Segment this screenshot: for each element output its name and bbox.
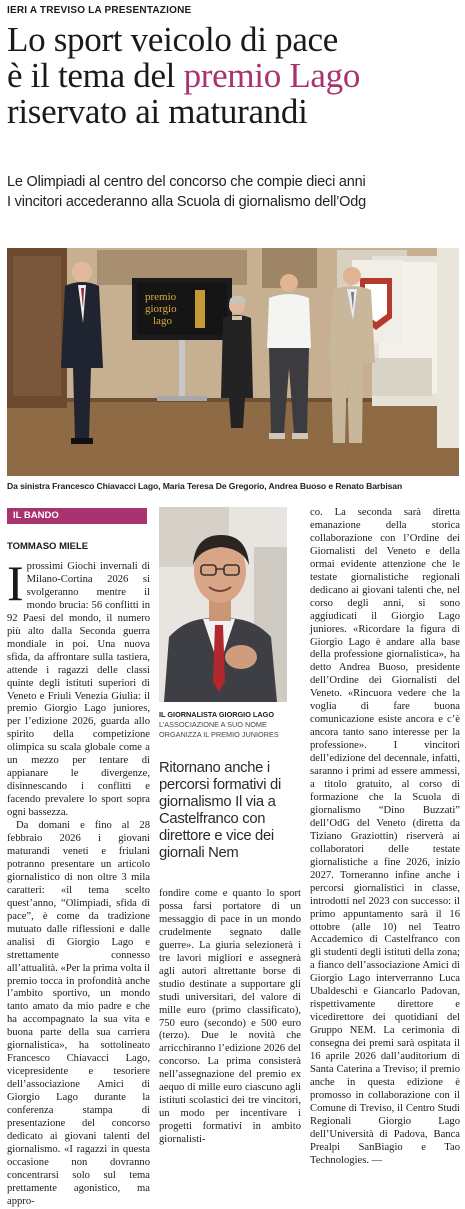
article-column-1 bbox=[7, 555, 150, 1207]
article-column-2 bbox=[159, 888, 301, 1188]
headline-line-3: riservato ai maturandi bbox=[7, 92, 308, 131]
portrait-caption-text: L’ASSOCIAZIONE A SUO NOME ORGANIZZA IL PREMIO JUNIORES bbox=[159, 720, 279, 739]
screen-text-2: giorgio bbox=[145, 303, 177, 315]
pull-quote: Ritornano anche i percorsi formativi di giornalismo Il via a Castelfranco con direttore e vice dei giornali Nem bbox=[159, 760, 281, 861]
headline bbox=[7, 22, 462, 130]
body-paragraph-2: Da domani e fino al 28 febbraio 2026 i giovani maturandi veneti e friulani potranno presentare un articolo giornalistico di non oltre 3 mila caratteri: «il tema scelto quest’anno, “Olimpiadi, sfida di pace”, è come da tradizione mutuato dalle riflessioni e dalle analisi di Giorgio Lago e strettamente connesso all’attualità. «Per la prima volta il premio tocca in profondità anche l’ambito sportivo, un mondo tanto amato da mio padre e che ha accompagnato la sua vita e buona parte della sua carriera giornalistica», ha sottolineato Francesco Chiavacci Lago, vicepresidente e tesoriere dell’associazione Amici di Giorgio Lago durante la conferenza stampa di presentazione del concorso dedicato ai giovani talenti del giornalismo. «I ragazzi in questa occasione non dovranno concentrarsi solo sul tema prettamente agonistico, ma appro- bbox=[7, 820, 150, 1207]
headline-line-1: Lo sport veicolo di pace bbox=[7, 20, 339, 59]
body-paragraph-1: prossimi Giochi invernali di Milano-Cortina 2026 si svolgeranno mentre il mondo brucia: 56 conflitti in 92 Paesi del mondo, il numero più alto dalla Seconda guerra mondiale in poi. Una nuova sfida, da affrontare sulla tastiera, attende i ragazzi delle classi quinte degli istituti superiori di Veneto e Friuli Venezia Giulia: il premio Giorgio Lago juniores, per l’edizione 2026, guarda allo spirito della competizione olimpica su scala globale come a un mezzo per tentare di appianare le divergenze, disinnescando i conflitti e facendo prevalere lo sport sopra ogni bassezza. bbox=[7, 561, 150, 819]
headline-line-2 bbox=[7, 58, 462, 94]
portrait-caption-title: IL GIORNALISTA GIORGIO LAGO bbox=[159, 710, 274, 719]
subhead-line-1: Le Olimpiadi al centro del concorso che compie dieci anni bbox=[7, 174, 366, 190]
body-paragraph-4: co. La seconda sarà diretta emanazione della storica collaborazione con l’Ordine dei Giornalisti del Veneto e della ormai evidente attenzione che le testate giornalistiche regionali dedicano ai giovani talenti che, nel corso degli anni, si sono aggiudicati il Giorgio Lago juniores. «Ricordare la figura di Giorgio Lago è andare alla base della professione giornalistica», ha detto Andrea Buoso, presidente dell’Ordine dei Giornalisti del Veneto. «Rincuora vedere che la voglia di fare buona comunicazione esiste ancora e c’è ancora tanto sano interesse per la professione». I vincitori dell’edizione del decennale, infatti, saranno i primi ad essere ammessi, a titolo gratuito, al corso di formazione che la Scuola di giornalismo “Dino Buzzati” dell’OdG del Veneto (diretta da Tiziano Graziottin) riserverà ai collaboratori delle testate giornalistiche a fine 2026, inizio 2027. Torneranno infine anche i percorsi giornalistici in classe, introdotti nel 2023 con successo: il primo appuntamento sarà il 16 ottobre (alle 10) nel Teatro Accademico di Castelfranco con gli studenti degli istituti della zona; a fianco dell’associazione Amici di Giorgio Lago interverranno Luca Ubaldeschi e Giancarlo Padovan, rispettivamente direttore e vicedirettore dei quotidiani del Gruppo NEM. La cerimonia di consegna dei premi sarà ospitata il 16 aprile 2026 dall’auditorium di Santa Caterina a Treviso; il premio anche in questa edizione è promosso in collaborazione con il Comune di Treviso, il Centro Studi Regionali Giorgio Lago dell’Università di Padova, Banca Prealpi SanBiagio e Tao Technologies. — bbox=[310, 507, 460, 1166]
portrait-illustration bbox=[159, 507, 287, 702]
photo-caption: Da sinistra Francesco Chiavacci Lago, Maria Teresa De Gregorio, Andrea Buoso e Renato Barbisan bbox=[7, 481, 403, 491]
group-photo bbox=[7, 248, 459, 476]
article-column-3 bbox=[310, 507, 460, 1187]
screen-text-1: premio bbox=[145, 291, 177, 303]
headline-line-2-pre: è il tema del bbox=[7, 56, 184, 95]
group-photo-illustration bbox=[7, 248, 459, 476]
section-label: IL BANDO bbox=[7, 508, 147, 524]
subhead bbox=[7, 172, 462, 212]
headline-accent: premio Lago bbox=[183, 56, 361, 95]
kicker: IERI A TREVISO LA PRESENTAZIONE bbox=[7, 5, 192, 16]
body-paragraph-3: fondire come e quanto lo sport possa farsi portatore di un messaggio di pace in un mondo crudelmente segnato dalle guerre». La giuria selezionerà i tre lavori migliori e assegnerà agli autori altrettante borse di studio destinate a supportare gli studi universitari, del valore di mille euro (primo classificato), 750 euro (secondo) e 500 euro (terzo). Due le novità che arricchiranno l’edizione 2026 del concorso. La prima consisterà nell’assegnazione del premio ex aequo di mille euro ciascuno agli istituti scolastici dei tre vincitori, un modo per incentivare i progetti formativi in ambito giornalisti- bbox=[159, 888, 301, 1146]
author-byline: TOMMASO MIELE bbox=[7, 541, 89, 552]
drop-cap: I bbox=[7, 555, 24, 611]
screen-text-3: lago bbox=[153, 315, 172, 327]
portrait-photo bbox=[159, 507, 287, 702]
subhead-line-2: I vincitori accederanno alla Scuola di giornalismo dell’Odg bbox=[7, 194, 366, 210]
